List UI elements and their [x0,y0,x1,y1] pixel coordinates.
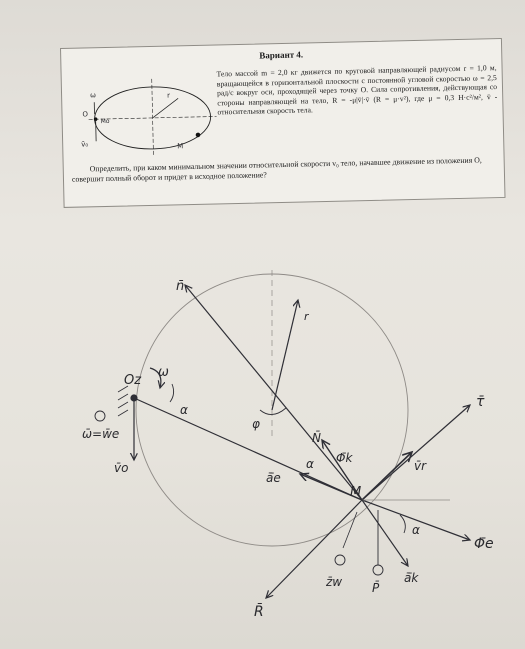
alpha-arc-left [170,384,174,402]
support-hatch [118,386,128,416]
task-title: Вариант 4. [259,49,304,61]
alpha-arc-right [400,515,405,533]
n-vector [185,285,362,500]
v0-label: v̄o [114,461,129,475]
aen-label: ā̄e [266,471,281,485]
omega-label: ω [158,365,169,380]
tau-vector [362,405,470,500]
tau-label: τ̄ [476,394,485,410]
phi-e-label: Φ̄e [474,536,494,552]
alpha-mid-label: α [306,457,314,471]
r-force-label: R̄ [254,604,264,620]
fig-v0-label: v̄₀ [81,140,89,149]
fig-o-label: O [82,110,89,119]
alpha-left-label: α [180,403,188,417]
r-label: r [304,310,309,323]
ak-vector [362,500,408,566]
n-force-label: N̄ [312,431,321,445]
phi-k-label: Φ̄k [336,451,353,465]
omega-circle [95,411,105,421]
phi-label: φ [252,417,260,431]
zw-circle [335,555,345,565]
phi-arc [260,408,286,415]
alpha-right-label: α [412,523,420,537]
n-label: n̄ [176,279,185,294]
omega-eq-label: ω̄=w̄e [82,427,120,441]
vr-vector [362,452,412,500]
o-label: Oz [124,373,142,388]
task-question: Определить, при каком минимальном значении относительной скорости v₀ тело, начавшее движение из положения O, совершит полный оборот и придет в исходное положение? [71,155,482,184]
p-label: P̄ [372,581,380,595]
ak-label: ā̄k [404,571,419,585]
zw-label: z̄w [326,575,343,589]
m-label: M [350,485,362,500]
task-statement: Тело массой m = 2,0 кг движется по круговой направляющей радиусом r = 1,0 м, вращающейся в горизонтальной плоскости с постоянной угловой скоростью ω = 2,5 рад/с вокруг оси, проходящей через точку O. Сила сопротивления, действующая со стороны направляющей на тело, R = -μ|v̄|·v̄ (R = μ·v²), где μ = 0,3 Н·с²/м², v̄ - относительная скорость тела. [216,63,498,117]
p-circle [373,565,383,575]
fig-r-label: r [167,91,171,100]
fig-mo-label: Mo [100,117,110,126]
r-vector [272,300,298,410]
fig-omega-label: ω [89,91,97,100]
r-force-vector [266,500,362,598]
fig-m-label: M [177,142,184,151]
vr-label: v̄r [414,459,427,473]
